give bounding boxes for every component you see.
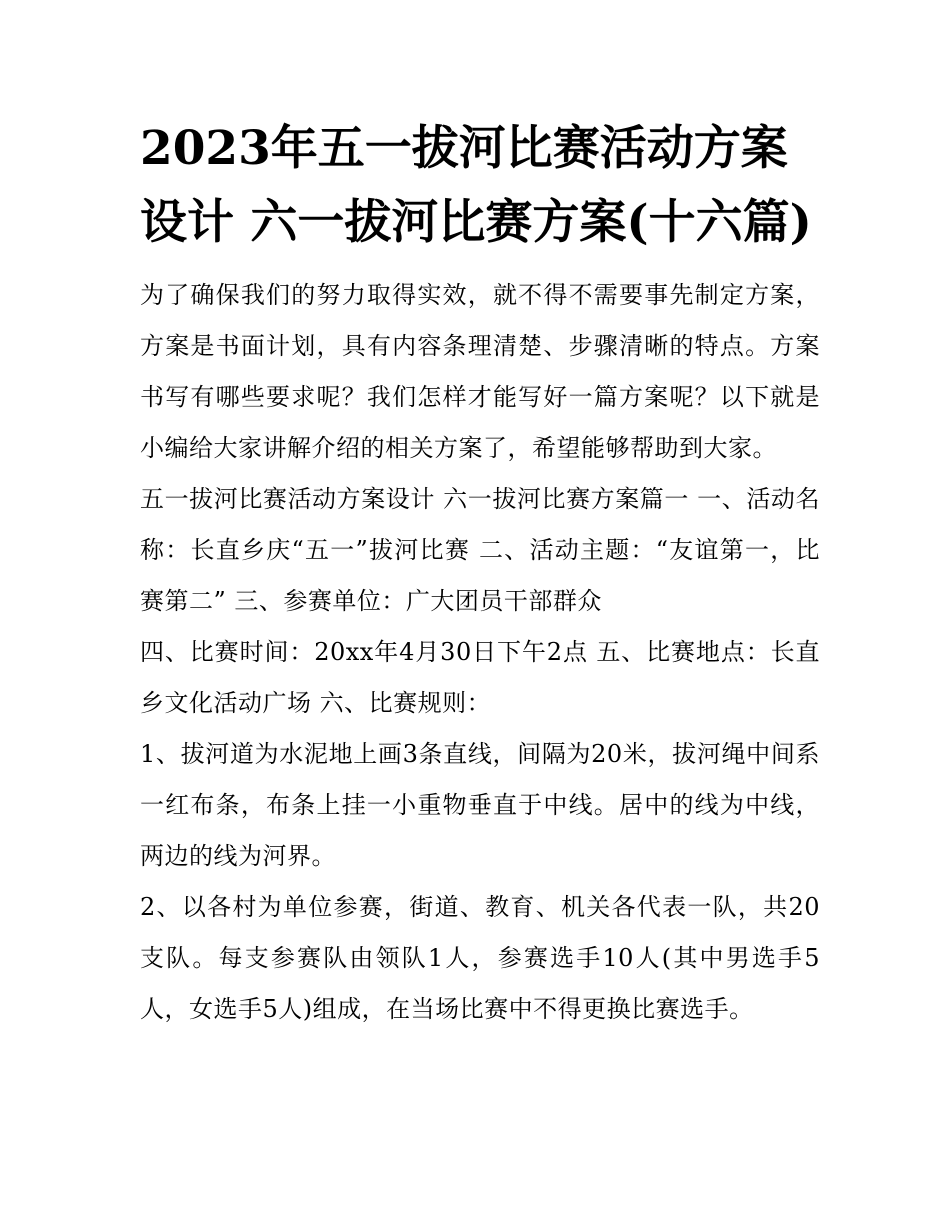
paragraph-rule-1: 1、拔河道为水泥地上画3条直线，间隔为20米，拔河绳中间系一红布条，布条上挂一小重物垂直于中线。居中的线为中线，两边的线为河界。 (140, 740, 820, 870)
paragraph-intro: 为了确保我们的努力取得实效，就不得不需要事先制定方案，方案是书面计划，具有内容条理清楚、步骤清晰的特点。方案书写有哪些要求呢？我们怎样才能写好一篇方案呢？以下就是小编给大家讲解介绍的相关方案了，希望能够帮助到大家。 (140, 281, 820, 462)
document-page (140, 112, 820, 1035)
paragraph-time-location: 四、比赛时间：20xx年4月30日下午2点 五、比赛地点：长直乡文化活动广场 六、比赛规则： (140, 638, 820, 717)
document-title: 2023年五一拔河比赛活动方案设计 六一拔河比赛方案(十六篇) (140, 121, 812, 250)
paragraph-activity-overview: 五一拔河比赛活动方案设计 六一拔河比赛方案篇一 一、活动名称：长直乡庆“五一”拔河比赛 二、活动主题：“友谊第一，比赛第二” 三、参赛单位：广大团员干部群众 (140, 485, 820, 615)
paragraph-rule-2: 2、以各村为单位参赛，街道、教育、机关各代表一队，共20支队。每支参赛队由领队1人，参赛选手10人(其中男选手5人，女选手5人)组成，在当场比赛中不得更换比赛选手。 (140, 893, 820, 1023)
